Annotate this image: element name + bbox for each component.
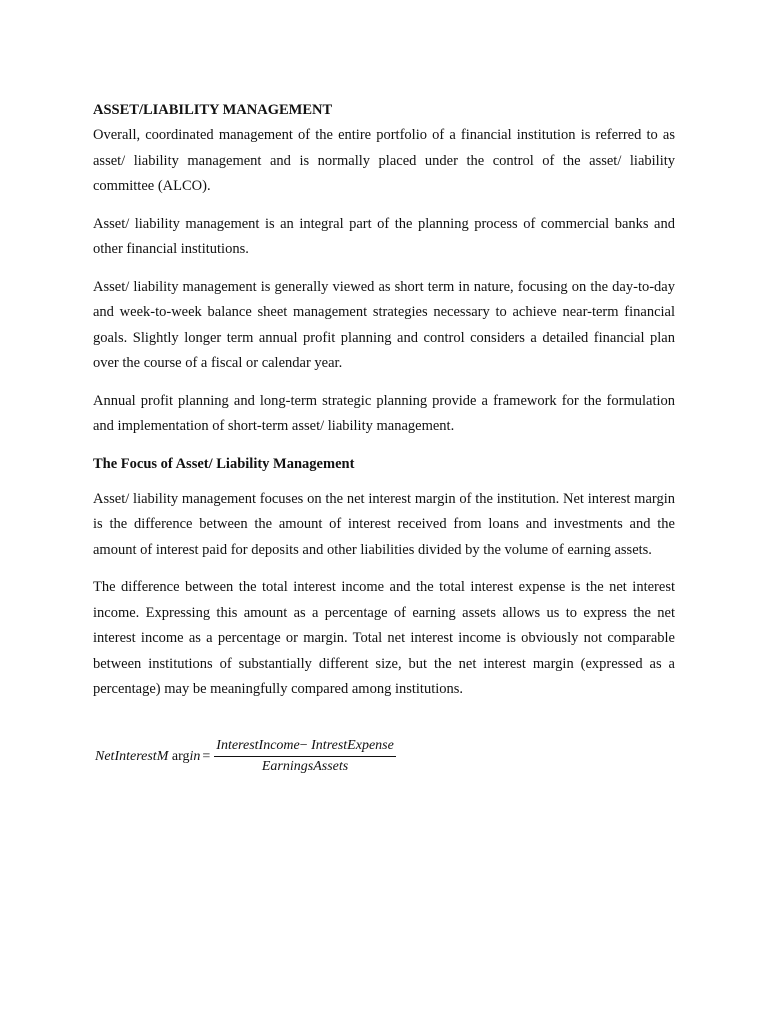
paragraph: Asset/ liability management is an integral part of the planning process of commercial banks and other financial institutions. — [93, 215, 675, 257]
formula-lhs — [95, 749, 200, 765]
formula-numerator — [214, 738, 396, 757]
formula-equals: = — [202, 748, 211, 764]
formula-lhs-part: NetInterestM — [95, 748, 172, 764]
section-title: The Focus of Asset/ Liability Management — [93, 455, 355, 472]
document-heading: ASSET/LIABILITY MANAGEMENT — [93, 102, 333, 118]
paragraph: Annual profit planning and long-term strategic planning provide a framework for the formulation and implementation of short-term asset/ liability management. — [93, 392, 675, 434]
document-body — [93, 98, 675, 715]
paragraph: Asset/ liability management is generally viewed as short term in nature, focusing on the day-to-day and week-to-week balance sheet management strategies necessary to achieve near-term financial goals. Slightly longer term annual profit planning and control considers a detailed financial plan over the course of a fiscal or calendar year. — [93, 278, 675, 371]
net-interest-margin-formula — [95, 738, 396, 775]
formula-minus: − — [299, 738, 308, 753]
formula-lhs-part: arg — [171, 748, 190, 764]
formula-fraction — [214, 738, 396, 775]
formula-denominator: EarningsAssets — [261, 759, 349, 774]
paragraph: Overall, coordinated management of the entire portfolio of a financial institution is referred to as asset/ liability management and is normally placed under the control of the asset/ liability committee (ALCO). — [93, 127, 675, 194]
formula-numerator-right: IntrestExpense — [307, 738, 394, 753]
paragraph: Asset/ liability management focuses on the net interest margin of the institution. Net interest margin is the difference between the amount of interest received from loans and investments and the amount of interest paid for deposits and other liabilities divided by the volume of earning assets. — [93, 490, 675, 558]
paragraph: The difference between the total interest income and the total interest expense is the net interest income. Expressing this amount as a percentage of earning assets allows us to express the net interest income as a percentage or margin. Total net interest income is obviously not comparable between institutions of substantially different size, but the net interest margin (expressed as a percentage) may be meaningfully compared among institutions. — [93, 579, 675, 697]
formula-numerator-left: InterestIncome — [216, 738, 300, 753]
formula-lhs-part: in — [189, 748, 201, 764]
